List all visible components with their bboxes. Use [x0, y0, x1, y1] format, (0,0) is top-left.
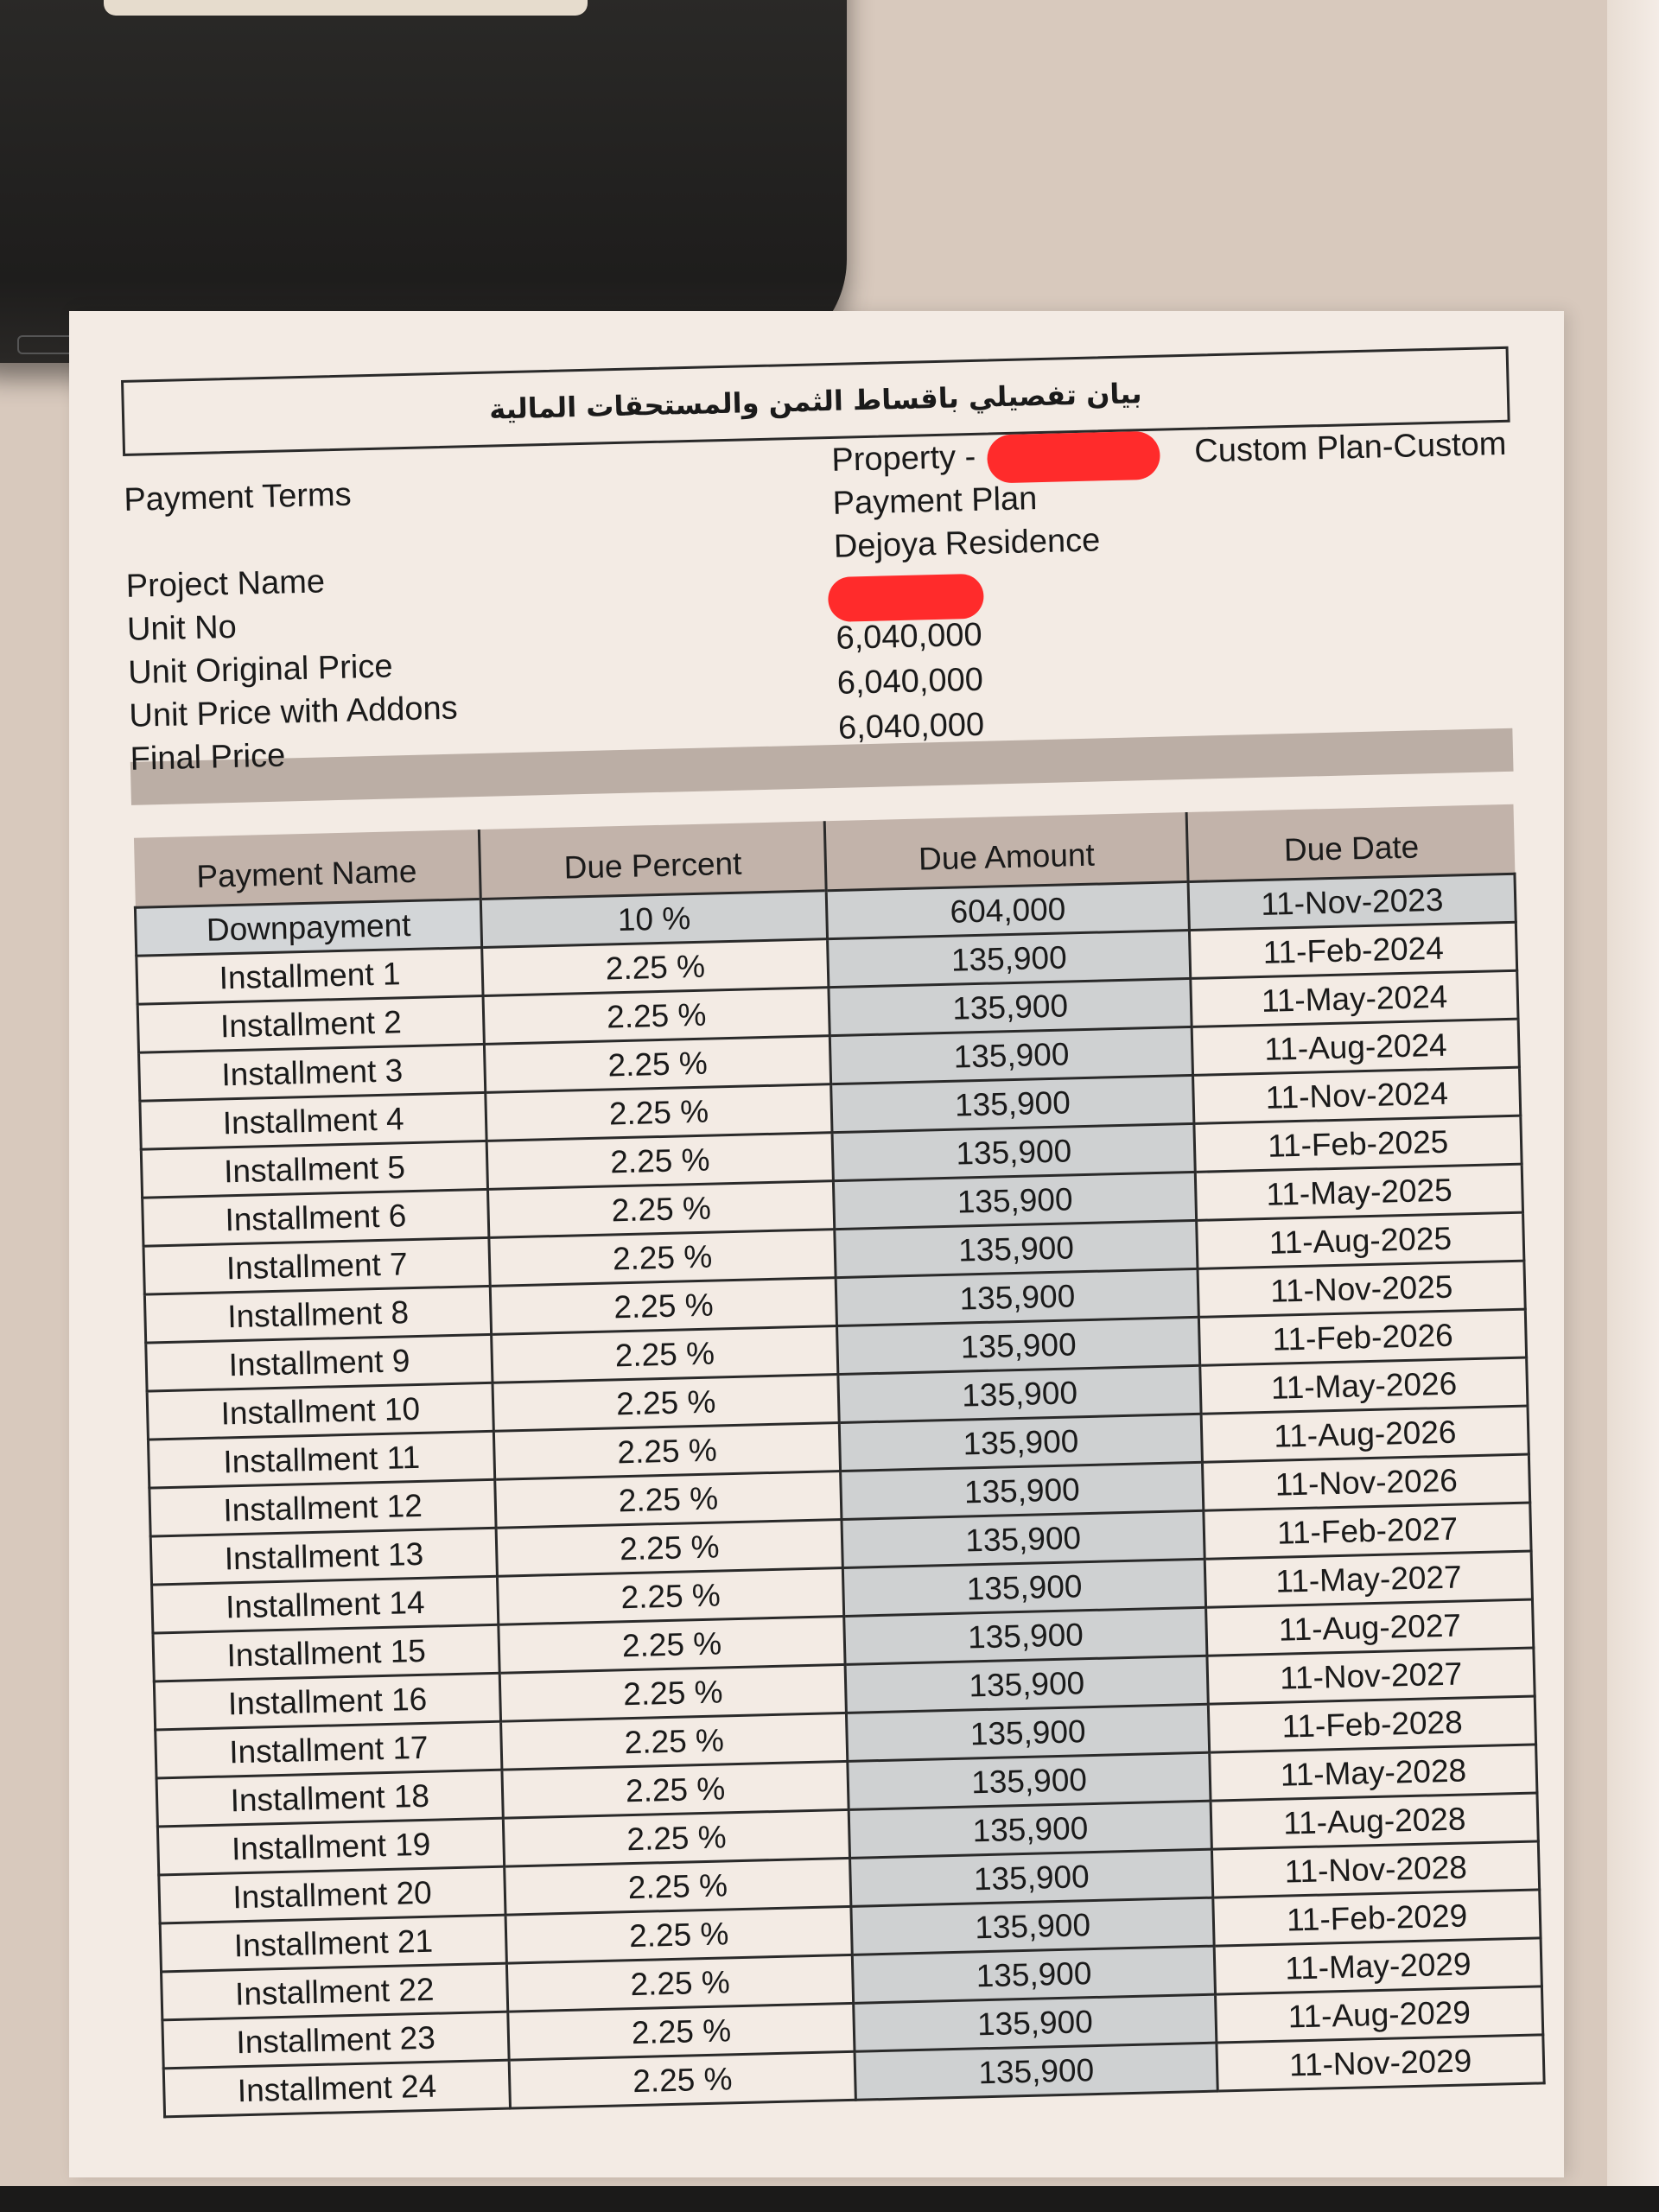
due-date-cell: 11-Aug-2026 — [1201, 1406, 1529, 1462]
due-percent-cell: 2.25 % — [486, 1133, 833, 1190]
device-label-strip — [104, 0, 588, 16]
due-date-cell: 11-Feb-2029 — [1213, 1890, 1541, 1946]
due-amount-cell: 135,900 — [835, 1220, 1198, 1277]
payment-name-cell: Installment 11 — [148, 1431, 495, 1488]
due-date-cell: 11-May-2026 — [1200, 1357, 1528, 1414]
due-percent-cell: 2.25 % — [509, 2051, 855, 2108]
header-due-percent: Due Percent — [480, 821, 827, 899]
due-percent-cell: 2.25 % — [505, 1858, 851, 1915]
due-amount-cell: 135,900 — [830, 1027, 1193, 1084]
due-percent-cell: 10 % — [481, 891, 828, 948]
due-amount-cell: 135,900 — [855, 2043, 1218, 2100]
due-percent-cell: 2.25 % — [501, 1713, 848, 1770]
payment-terms-label: Payment Terms — [123, 476, 353, 518]
payment-name-cell: Installment 2 — [137, 995, 485, 1052]
due-amount-cell: 135,900 — [831, 1075, 1195, 1132]
paper-stack-edge — [1607, 0, 1659, 2212]
plan-value: Custom Plan-Custom — [1193, 425, 1507, 470]
due-amount-cell: 135,900 — [842, 1510, 1205, 1567]
unit-price-addons-label: Unit Price with Addons — [128, 690, 459, 734]
header-payment-name: Payment Name — [133, 830, 480, 907]
due-amount-cell: 135,900 — [833, 1172, 1197, 1229]
payment-schedule-document — [121, 346, 1563, 2118]
due-percent-cell: 2.25 % — [499, 1664, 846, 1721]
due-percent-cell: 2.25 % — [498, 1568, 844, 1625]
due-percent-cell: 2.25 % — [483, 988, 830, 1045]
payment-name-cell: Installment 15 — [153, 1624, 500, 1681]
due-percent-cell: 2.25 % — [505, 1906, 852, 1963]
due-date-cell: 11-May-2029 — [1214, 1938, 1541, 1994]
due-date-cell: 11-Feb-2027 — [1204, 1503, 1531, 1559]
due-date-cell: 11-Nov-2027 — [1207, 1648, 1535, 1704]
redaction-mark — [828, 574, 984, 622]
due-date-cell: 11-May-2028 — [1210, 1745, 1537, 1801]
table-surface-edge — [0, 2186, 1659, 2212]
due-percent-cell: 2.25 % — [496, 1520, 842, 1577]
due-percent-cell: 2.25 % — [499, 1616, 845, 1673]
due-amount-cell: 135,900 — [836, 1317, 1200, 1374]
due-percent-cell: 2.25 % — [488, 1181, 835, 1238]
due-amount-cell: 135,900 — [827, 930, 1191, 987]
header-due-amount: Due Amount — [824, 812, 1188, 891]
due-percent-cell: 2.25 % — [482, 939, 829, 996]
unit-price-addons-value: 6,040,000 — [836, 661, 984, 702]
due-date-cell: 11-Aug-2027 — [1206, 1599, 1534, 1656]
payment-plan-value: Payment Plan — [832, 480, 1038, 522]
project-name-label: Project Name — [125, 563, 326, 605]
payment-name-cell: Installment 5 — [141, 1141, 488, 1198]
due-amount-cell: 135,900 — [841, 1462, 1205, 1519]
property-value: Property - — [831, 438, 976, 479]
payment-name-cell: Installment 13 — [150, 1528, 498, 1585]
device-corner — [0, 0, 847, 363]
due-amount-cell: 135,900 — [832, 1123, 1196, 1180]
payment-name-cell: Installment 20 — [159, 1866, 506, 1923]
payment-name-cell: Installment 10 — [147, 1382, 494, 1440]
due-date-cell: 11-Nov-2028 — [1212, 1841, 1540, 1897]
due-percent-cell: 2.25 % — [507, 1955, 854, 2012]
payment-name-cell: Installment 7 — [143, 1237, 491, 1294]
project-name-value: Dejoya Residence — [833, 522, 1101, 565]
due-percent-cell: 2.25 % — [492, 1326, 838, 1383]
due-amount-cell: 135,900 — [842, 1559, 1206, 1616]
due-date-cell: 11-Nov-2024 — [1193, 1067, 1521, 1123]
due-amount-cell: 135,900 — [836, 1268, 1199, 1325]
payment-name-cell: Installment 4 — [140, 1092, 487, 1149]
due-percent-cell: 2.25 % — [491, 1278, 837, 1335]
payment-name-cell: Installment 23 — [162, 2012, 510, 2069]
unit-info-section — [123, 422, 1529, 778]
due-percent-cell: 2.25 % — [495, 1471, 842, 1529]
due-percent-cell: 2.25 % — [485, 1036, 831, 1093]
due-date-cell: 11-Aug-2029 — [1216, 1986, 1543, 2043]
payment-name-cell: Installment 9 — [146, 1334, 493, 1391]
due-date-cell: 11-Feb-2024 — [1190, 922, 1517, 978]
final-price-value: 6,040,000 — [837, 706, 985, 747]
due-percent-cell: 2.25 % — [502, 1761, 849, 1818]
due-amount-cell: 135,900 — [846, 1704, 1210, 1761]
due-date-cell: 11-Nov-2029 — [1217, 2035, 1544, 2091]
due-amount-cell: 604,000 — [826, 881, 1190, 938]
due-date-cell: 11-May-2025 — [1196, 1164, 1523, 1220]
header-due-date: Due Date — [1186, 804, 1515, 882]
due-percent-cell: 2.25 % — [504, 1809, 850, 1866]
payment-name-cell: Installment 16 — [154, 1673, 501, 1730]
payment-name-cell: Downpayment — [135, 899, 482, 957]
payment-name-cell: Installment 8 — [144, 1286, 492, 1343]
payment-name-cell: Installment 22 — [162, 1963, 509, 2020]
payment-name-cell: Installment 21 — [160, 1915, 507, 1972]
payment-name-cell: Installment 1 — [137, 947, 484, 1004]
payment-name-cell: Installment 6 — [143, 1189, 490, 1246]
redaction-mark — [987, 431, 1160, 484]
payment-name-cell: Installment 12 — [149, 1479, 497, 1536]
due-date-cell: 11-Feb-2028 — [1209, 1696, 1536, 1752]
unit-original-price-label: Unit Original Price — [127, 648, 393, 691]
due-date-cell: 11-Feb-2025 — [1194, 1116, 1522, 1172]
due-amount-cell: 135,900 — [854, 1994, 1217, 2051]
due-date-cell: 11-Aug-2024 — [1192, 1019, 1519, 1075]
due-date-cell: 11-Feb-2026 — [1199, 1309, 1527, 1365]
due-amount-cell: 135,900 — [848, 1752, 1211, 1809]
unit-no-label: Unit No — [126, 608, 238, 648]
due-amount-cell: 135,900 — [851, 1897, 1215, 1955]
final-price-label: Final Price — [130, 737, 286, 778]
payment-name-cell: Installment 3 — [139, 1044, 486, 1101]
payment-name-cell: Installment 17 — [156, 1721, 503, 1778]
due-amount-cell: 135,900 — [849, 1849, 1213, 1906]
unit-original-price-value: 6,040,000 — [836, 616, 983, 657]
due-amount-cell: 135,900 — [838, 1365, 1202, 1422]
due-date-cell: 11-May-2024 — [1191, 970, 1518, 1027]
due-date-cell: 11-Aug-2025 — [1197, 1212, 1524, 1268]
due-percent-cell: 2.25 % — [486, 1084, 832, 1141]
payment-name-cell: Installment 18 — [156, 1770, 504, 1827]
payment-name-cell: Installment 24 — [163, 2060, 511, 2117]
due-date-cell: 11-May-2027 — [1205, 1551, 1533, 1607]
due-date-cell: 11-Nov-2023 — [1188, 874, 1516, 930]
due-percent-cell: 2.25 % — [489, 1230, 836, 1287]
payment-name-cell: Installment 14 — [152, 1576, 499, 1633]
due-date-cell: 11-Nov-2026 — [1203, 1454, 1530, 1510]
due-date-cell: 11-Aug-2028 — [1211, 1793, 1538, 1849]
due-amount-cell: 135,900 — [852, 1946, 1216, 2003]
due-amount-cell: 135,900 — [849, 1801, 1212, 1858]
due-percent-cell: 2.25 % — [508, 2003, 855, 2060]
due-date-cell: 11-Nov-2025 — [1198, 1261, 1525, 1317]
installment-schedule-table — [132, 804, 1546, 2119]
due-amount-cell: 135,900 — [844, 1607, 1208, 1664]
arabic-title: بيان تفصيلي باقساط الثمن والمستحقات المالية — [488, 377, 1142, 426]
due-percent-cell: 2.25 % — [493, 1375, 839, 1432]
due-percent-cell: 2.25 % — [494, 1423, 841, 1480]
payment-name-cell: Installment 19 — [157, 1818, 505, 1875]
due-amount-cell: 135,900 — [839, 1414, 1203, 1471]
due-amount-cell: 135,900 — [845, 1656, 1209, 1713]
due-amount-cell: 135,900 — [829, 978, 1192, 1035]
table-body — [135, 874, 1544, 2117]
